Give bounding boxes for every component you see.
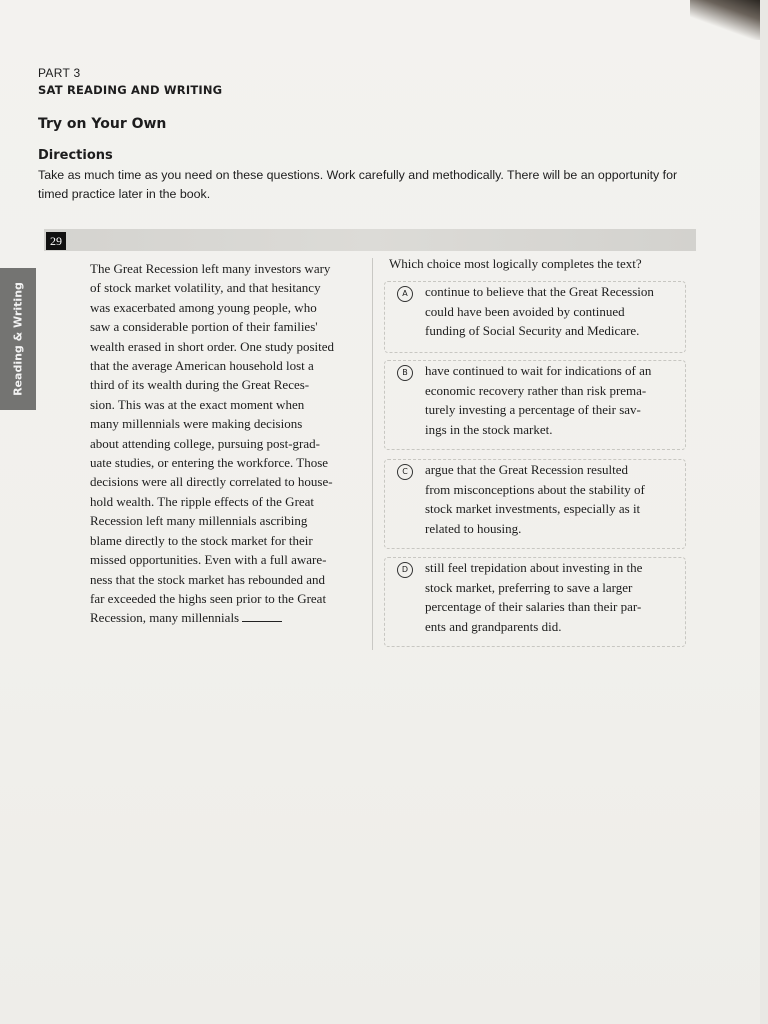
option-letter-d-icon: D: [397, 562, 413, 578]
option-text-c: argue that the Great Recession resulted from misconceptions about the stability of stock market investments, especially as it related to housing.: [425, 462, 645, 536]
directions-text: Take as much time as you need on these questions. Work carefully and methodically. There will be an opportunity for timed practice later in the book.: [38, 168, 678, 201]
part-label: PART 3: [38, 66, 81, 80]
answer-option-b[interactable]: [384, 360, 686, 450]
option-text-b: have continued to wait for indications of an economic recovery rather than risk prema- turely investing a percentage of their sav- ings in the stock market.: [425, 363, 652, 437]
option-text-a: continue to believe that the Great Recession could have been avoided by continued funding of Social Security and Medicare.: [425, 284, 654, 339]
page-heading: Try on Your Own: [38, 116, 167, 132]
question-prompt: Which choice most logically completes the text?: [389, 256, 642, 271]
answer-option-d[interactable]: [384, 557, 686, 647]
page-corner-shadow: [690, 0, 760, 40]
option-letter-c-icon: C: [397, 464, 413, 480]
answer-option-a[interactable]: [384, 281, 686, 353]
directions-heading: Directions: [38, 148, 113, 163]
option-text-d: still feel trepidation about investing in the stock market, preferring to save a larger percentage of their salaries than their par- ents and grandparents did.: [425, 560, 643, 634]
column-divider: [372, 258, 373, 650]
question-number: 29: [46, 232, 66, 250]
option-letter-b-icon: B: [397, 365, 413, 381]
passage-text: The Great Recession left many investors wary of stock market volatility, and that hesitancy was exacerbated among young people, who saw a considerable portion of their families' wealth erased in short order. One study posited that the average American household lost a third of its wealth during the Great Reces- sion. This was at the exact moment when many millennials were making decisions about attending college, pursuing post-grad- uate studies, or entering the workforce. Those decisions were all directly correlated to house- hold wealth. The ripple effects of the Great Recession left many millennials ascribing blame directly to the stock market for their missed opportunities. Even with a full aware- ness that the stock market has rebounded and far exceeded the highs seen prior to the Great Recession, many millennials: [90, 261, 335, 626]
side-tab-label: Reading & Writing: [11, 282, 25, 396]
answer-option-c[interactable]: [384, 459, 686, 549]
passage-blank: [242, 609, 282, 622]
question-passage: [90, 259, 362, 628]
question-header-bar: [44, 229, 696, 251]
section-label: SAT READING AND WRITING: [38, 83, 223, 97]
option-letter-a-icon: A: [397, 286, 413, 302]
